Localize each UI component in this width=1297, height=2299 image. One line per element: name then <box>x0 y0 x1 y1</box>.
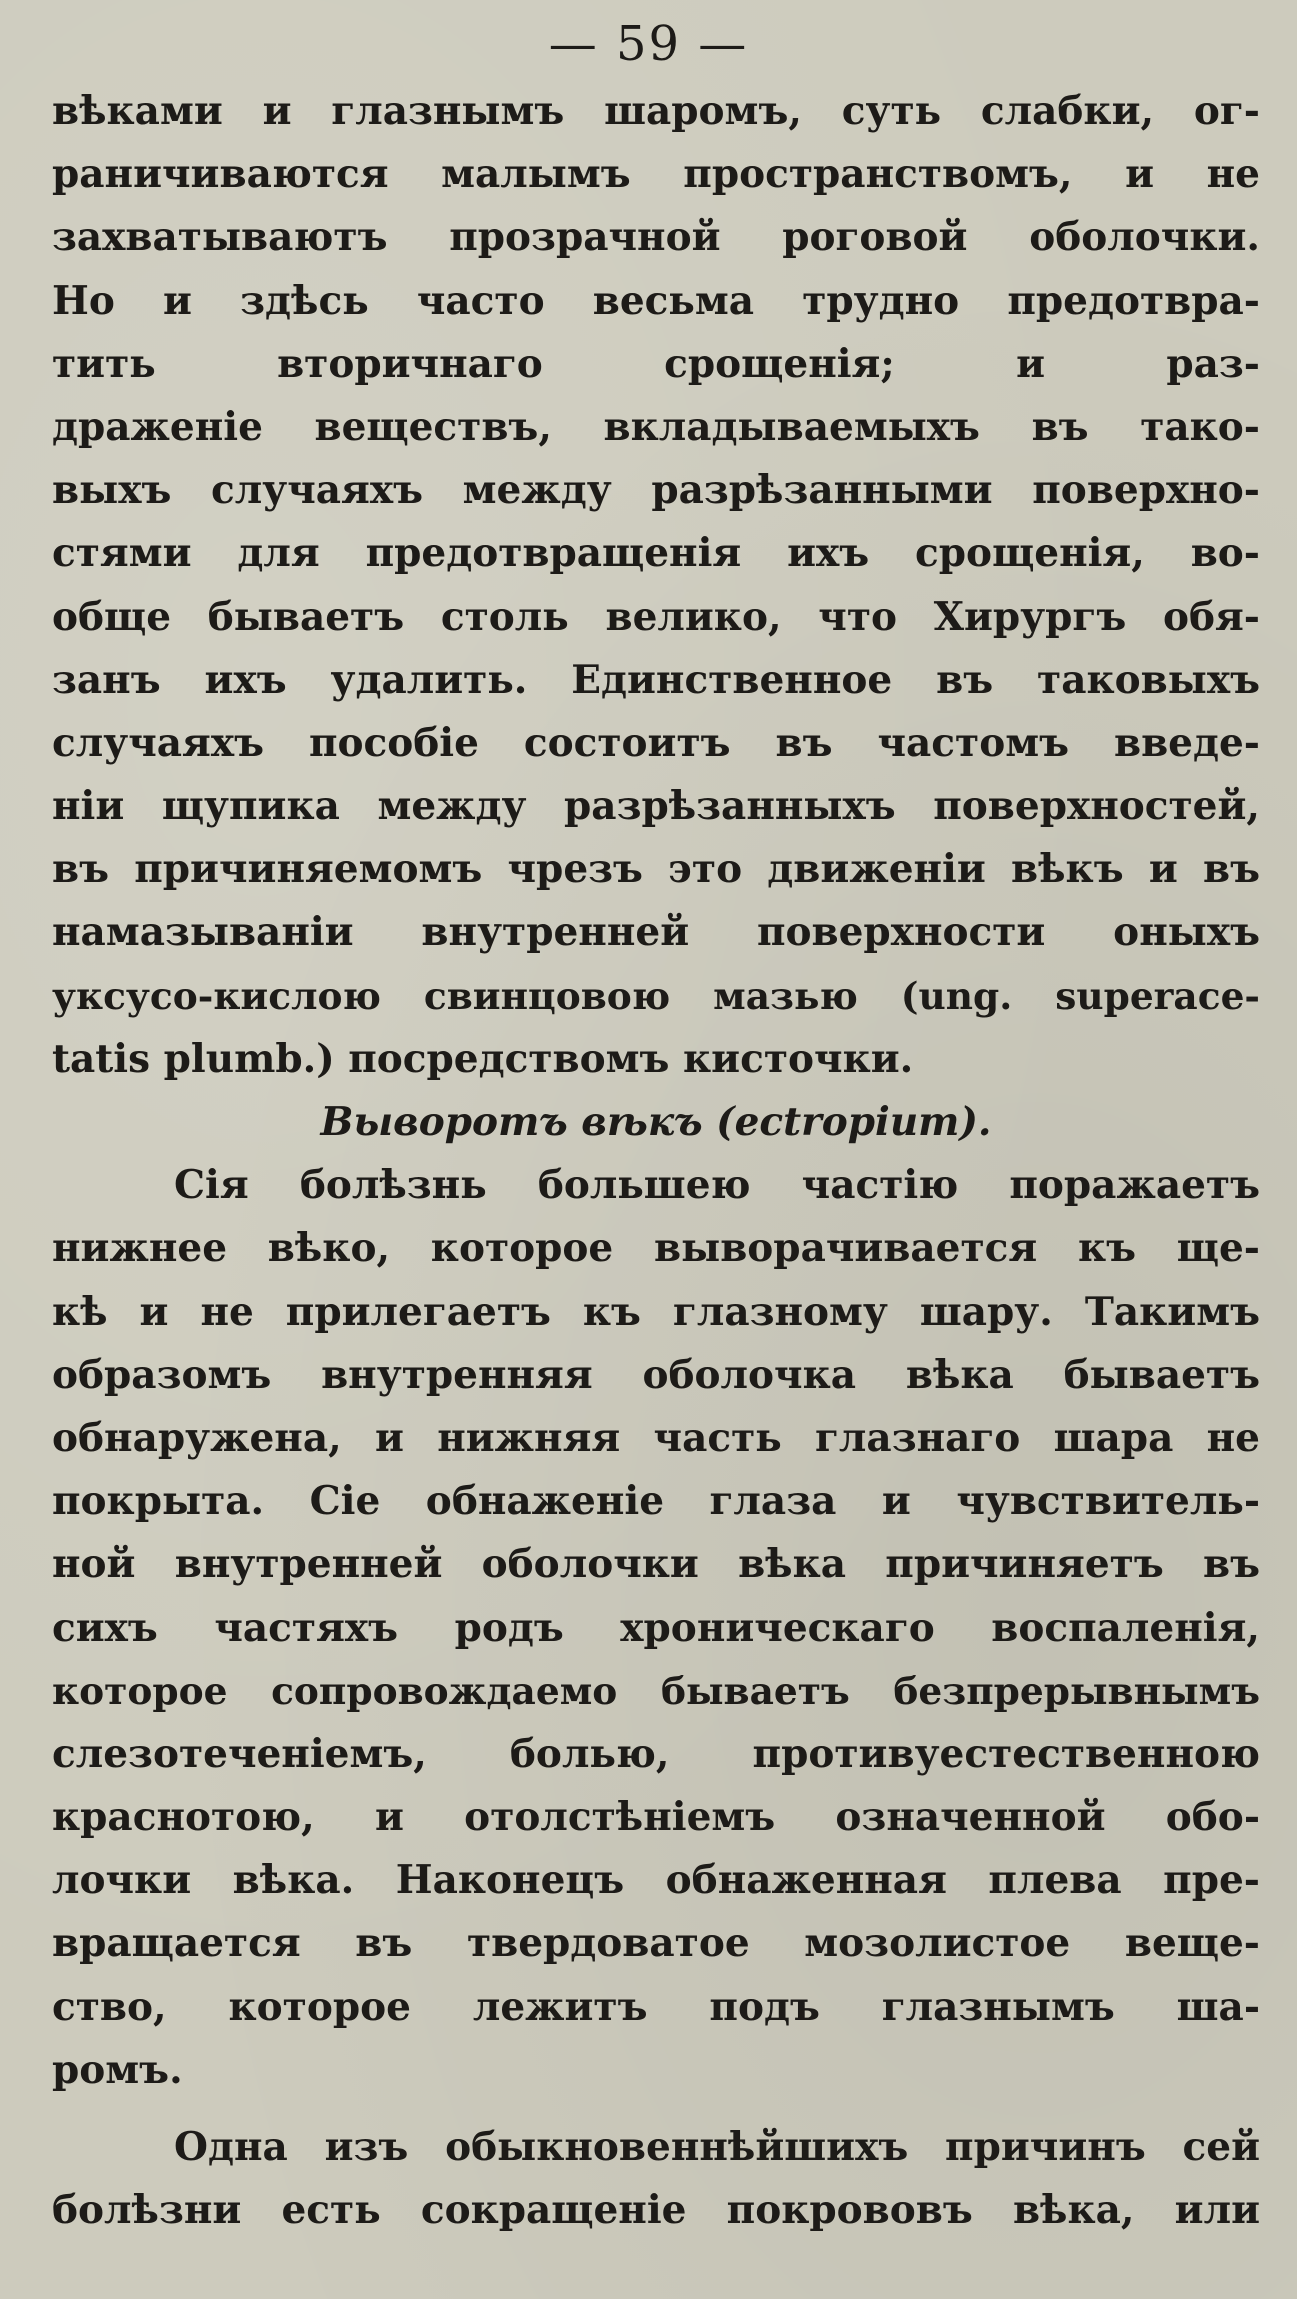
text-line: образомъ внутренняя оболочка вѣка бываетъ <box>52 1351 1260 1398</box>
text-line: раничиваются малымъ пространствомъ, и не <box>52 151 1260 198</box>
text-line: въ причиняемомъ чрезъ это движеніи вѣкъ и въ <box>52 846 1260 893</box>
text-line: Но и здѣсь часто весьма трудно предотвра- <box>52 277 1260 324</box>
text-line: стями для предотвращенія ихъ срощенія, во- <box>52 530 1260 577</box>
text-line: драженіе веществъ, вкладываемыхъ въ тако- <box>52 403 1260 450</box>
text-line: обще бываетъ столь велико, что Хирургъ обя- <box>52 593 1260 640</box>
text-line: уксусо-кислою свинцовою мазью (ung. superace- <box>52 973 1260 1018</box>
text-line: нижнее вѣко, которое выворачивается къ ще- <box>52 1225 1260 1272</box>
text-line: сихъ частяхъ родъ хроническаго воспаленія, <box>52 1604 1260 1651</box>
text-line: выхъ случаяхъ между разрѣзанными поверхно- <box>52 467 1260 514</box>
paragraph-gap <box>52 2102 1260 2116</box>
text-line: Одна изъ обыкновеннѣйшихъ причинъ сей <box>174 2124 1260 2170</box>
text-line: кѣ и не прилегаетъ къ глазному шару. Такимъ <box>52 1288 1260 1335</box>
text-line: покрыта. Сіе обнаженіе глаза и чувствитель- <box>52 1478 1260 1525</box>
section-heading: Выворотъ вѣкъ (ectropium). <box>320 1099 992 1145</box>
text-line: намазываніи внутренней поверхности оныхъ <box>52 909 1260 956</box>
text-line: вращается въ твердоватое мозолистое веще- <box>52 1920 1260 1967</box>
text-line: которое сопровождаемо бываетъ безпрерывнымъ <box>52 1668 1260 1713</box>
text-line: Сія болѣзнь большею частію поражаетъ <box>174 1162 1260 1209</box>
text-line: болѣзни есть сокращеніе покрововъ вѣка, или <box>52 2187 1260 2234</box>
text-line: tatis plumb.) посредствомъ кисточки. <box>52 1035 914 1082</box>
text-line: ромъ. <box>52 2046 183 2093</box>
text-line: лочки вѣка. Наконецъ обнаженная плева пре- <box>52 1857 1260 1904</box>
text-line: вѣками и глазнымъ шаромъ, суть слабки, ог- <box>52 88 1260 134</box>
text-line: обнаружена, и нижняя часть глазнаго шара не <box>52 1414 1260 1461</box>
text-line: ство, которое лежитъ подъ глазнымъ ша- <box>52 1983 1260 2030</box>
text-line: занъ ихъ удалить. Единственное въ таковыхъ <box>52 656 1260 703</box>
text-line: захватываютъ прозрачной роговой оболочки. <box>52 214 1260 261</box>
text-line: слезотеченіемъ, болью, противуестественною <box>52 1730 1260 1777</box>
text-line: краснотою, и отолстѣніемъ означенной обо- <box>52 1794 1260 1841</box>
text-line: ной внутренней оболочки вѣка причиняетъ въ <box>52 1541 1260 1588</box>
text-line: случаяхъ пособіе состоитъ въ частомъ введе- <box>52 719 1260 766</box>
text-line: тить вторичнаго срощенія; и раз- <box>52 340 1260 387</box>
page-number: — 59 — <box>548 16 749 72</box>
text-line: ніи щупика между разрѣзанныхъ поверхностей, <box>52 783 1260 830</box>
text-body <box>52 80 1260 2242</box>
